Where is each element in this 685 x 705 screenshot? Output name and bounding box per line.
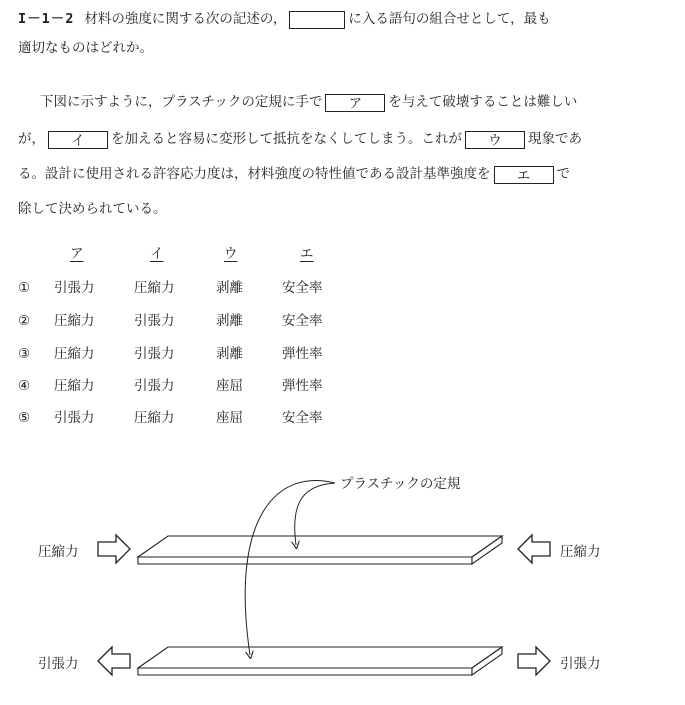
force-label-bottom-left: 引張力: [38, 656, 79, 672]
option-number: ②: [18, 313, 31, 329]
passage-text: を与えて破壊することは難しい: [388, 94, 578, 110]
option-number: ①: [18, 280, 31, 296]
passage-text: 下図に示すように，プラスチックの定規に手で: [40, 94, 323, 110]
passage-text: が，: [18, 131, 45, 147]
table-cell: 圧縮力: [54, 378, 95, 394]
header-i: イ: [150, 246, 164, 262]
passage-line-4: 除して決められている。: [18, 201, 167, 217]
table-cell: 安全率: [282, 410, 323, 426]
ruler-bottom: [138, 647, 502, 675]
table-cell: 圧縮力: [134, 280, 175, 296]
stem-text-before: 材料の強度に関する次の記述の，: [84, 11, 287, 27]
stem-line-2: 適切なものはどれか。: [18, 40, 153, 56]
table-cell: 剥離: [216, 346, 243, 362]
option-number: ③: [18, 346, 31, 362]
force-label-bottom-right: 引張力: [560, 656, 601, 672]
blank-a: ア: [325, 94, 385, 112]
table-cell: 引張力: [134, 346, 175, 362]
arrow-right-icon: [98, 535, 130, 563]
passage-text: る。設計に使用される許容応力度は，材料強度の特性値である設計基準強度を: [18, 166, 491, 182]
header-a: ア: [70, 246, 84, 262]
option-number: ⑤: [18, 410, 31, 426]
table-cell: 安全率: [282, 280, 323, 296]
table-cell: 剥離: [216, 313, 243, 329]
table-cell: 圧縮力: [54, 346, 95, 362]
question-id: I－1－2: [18, 11, 75, 27]
force-label-top-left: 圧縮力: [38, 544, 79, 560]
table-cell: 剥離: [216, 280, 243, 296]
table-cell: 引張力: [134, 378, 175, 394]
leader-line-bottom: [245, 481, 335, 655]
blank-u: ウ: [465, 131, 525, 149]
arrow-left-icon: [98, 647, 130, 675]
table-cell: 引張力: [134, 313, 175, 329]
stem-text-after: に入る語句の組合せとして，最も: [348, 11, 551, 27]
table-cell: 安全率: [282, 313, 323, 329]
table-cell: 弾性率: [282, 346, 323, 362]
arrow-right-icon: [518, 647, 550, 675]
arrow-left-icon: [518, 535, 550, 563]
option-number: ④: [18, 378, 31, 394]
header-u: ウ: [224, 246, 238, 262]
blank-i: イ: [48, 131, 108, 149]
passage-text: 現象であ: [528, 131, 582, 147]
ruler-label: プラスチックの定規: [340, 476, 461, 492]
ruler-top: [138, 536, 502, 564]
table-cell: 圧縮力: [134, 410, 175, 426]
table-cell: 座屈: [216, 410, 243, 426]
passage-text: を加えると容易に変形して抵抗をなくしてしまう。これが: [111, 131, 462, 147]
table-cell: 引張力: [54, 410, 95, 426]
force-label-top-right: 圧縮力: [560, 544, 601, 560]
table-cell: 圧縮力: [54, 313, 95, 329]
blank-e: エ: [494, 166, 554, 184]
table-cell: 弾性率: [282, 378, 323, 394]
passage-text: で: [556, 166, 570, 182]
table-cell: 引張力: [54, 280, 95, 296]
table-cell: 座屈: [216, 378, 243, 394]
header-e: エ: [300, 246, 314, 262]
